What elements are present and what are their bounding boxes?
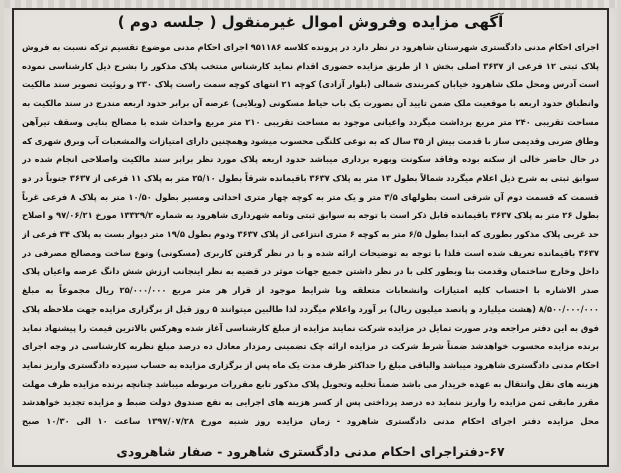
- notice-title: آگهی مزایده وفروش اموال غیرمنقول ( جلسه دوم ): [117, 13, 504, 31]
- notice-body: اجرای احکام مدنی دادگستری شهرستان شاهرود در نظر دارد در پرونده کلاسه ۹۵۱۱۸۶ اجرای احکام مدنی موضوع تقسیم ترکه نسبت به فروش پلاک ثبتی ۱۲ فرعی از ۳۶۳۷ اصلی بخش ۱ از طریق مزایده حضوری اقدام نماید کارشناس منتخب پلاک مذکور را بشرح ذیل کارشناسی نموده است آدرس ومحل ملک شاهرود خیابان کمربندی شمالی (بلوار آزادی) کوچه ۲۱ انتهای کوچه سمت راست پلاک ۲۳۰ و روئیت تصویر سند مالکیت وانطباق حدود اربعه با موقعیت ملک ضمن تایید آن بصورت یک باب حیاط مسکونی (ویلایی) عرصه آن برابر حدود اربعه مندرج در سند مالکیت به مساحت تقریبی ۲۴۰ متر مربع برداشت میگردد واعیانی موجود به مساحت تقریبی ۲۱۰ متر مربع واحداث شده با مصالح بنایی وسقف تیرآهن وطاق ضربی وقدیمی ساز با قدمت بیش از ۳۵ سال که به نوعی کلنگی محسوب میشود وهمچنین دارای امتیازات والمشعبات آب وبرق شهری که در حال حاضر خالی از سکنه بوده وفاقد سکونت وبهره برداری میباشد حدود اربعه پلاک مورد نظر برابر سند مالکیت واصلاحی انجام شده در سوابق ثبتی به شرح ذیل اعلام میگردد شمالاً بطول ۱۳ متر به پلاک ۳۶۳۷ باقیمانده شرقاً بطول ۲۵/۱۰ متر به پلاک ۱۱ فرعی از ۳۶۳۷ جنوباً در دو قسمت که قسمت دوم آن شرقی است بطولهای ۳/۵ متر و یک متر به کوچه چهار متری احداثی ومسیر بطول ۱۰/۵۰ متر به پلاک ۸ فرعی غرباً بطول ۲۶ متر به پلاک ۳۶۳۷ باقیمانده قابل ذکر است با توجه به سوابق ثبتی وتامه شهرداری شاهرود به شماره ۱۳۳۲۹/۲ مورخ ۹۷/۰۶/۲۱ و اصلاح حد غربی پلاک مذکور بطوری که ابتدا بطول ۶/۵ متر به کوچه ۶ متری انتزاعی از پلاک ۳۶۳۷ ودوم بطول ۱۹/۵ متر دیوار بست به پلاک ۳۴ فرعی از ۳۶۳۷ باقیمانده تعریف شده است فلذا با توجه به توضیحات ارائه شده و با در نظر گرفتن کاربری (مسکونی) ونوع ساخت ومصالح مصرفی در داخل وخارج ساختمان وقدمت بنا وبطور کلی با در نظر داشتن جمیع جهات موثر در قضیه به نظر اینجانب ارزش شش دانگ عرصه واعیان پلاک صدر الاشاره با احتساب کلیه امتیازات وانشعابات متعلقه وبا شرایط موجود از قرار هر متر مربع ۲۵/۰۰۰/۰۰۰ ریال مجموعاً به مبلغ ۸/۵۰۰/۰۰۰/۰۰۰ (هشت میلیارد و پانصد میلیون ریال) بر آورد واعلام میگردد لذا طالبین میتوانند ۵ روز قبل از برگزاری مزایده جهت ملاحظه پلاک فوق به این دفتر مراجعه ودر صورت تمایل در مزایده شرکت نمایند مزایده از مبلغ کارشناسی آغاز شده وهرکس بالاترین قیمت را پیشنهاد نماید برنده مزایده محسوب خواهدشد ضمناً شرط شرکت در مزایده ارائه چک تضمینی رمزدار معادل ده درصد مبلغ نظریه کارشناسی در وجه اجرای احکام مدنی دادگستری شاهرود میباشد والباقی مبلغ را حداکثر ظرف مدت یک ماه پس از برگزاری مزایده به حساب سپرده دادگستری واریز نماید هزینه های نقل وانتقال به عهده خریدار می باشد ضمناً تخلیه وتحویل پلاک مذکور تابع مقررات مربوطه میباشد چنانچه برنده مزایده ظرف مهلت مقرر مابقی ثمن مزایده را واریز ننماید ده درصد پرداختی پس از کسر هزینه های اجرایی به نفع صندوق دولت ضبط و مزایده تجدید خواهدشد محل مزایده دفتر اجرای احکام مدنی دادگستری شاهرود - زمان مزایده روز شنبه مورخ ۱۳۹۷/۰۷/۲۸ ساعت ۱۰ الی ۱۰/۳۰ صبح: [22, 42, 599, 427]
- footer-code: ۶۷: [489, 444, 505, 459]
- notice-footer: ۶۷-دفتراجرای احکام مدنی دادگستری شاهرود - صفار شاهرودی: [116, 444, 505, 459]
- footer-signature: دفتراجرای احکام مدنی دادگستری شاهرود - صفار شاهرودی: [116, 444, 485, 459]
- torn-paper-edge: [4, 0, 617, 8]
- newspaper-clipping: [4, 0, 617, 473]
